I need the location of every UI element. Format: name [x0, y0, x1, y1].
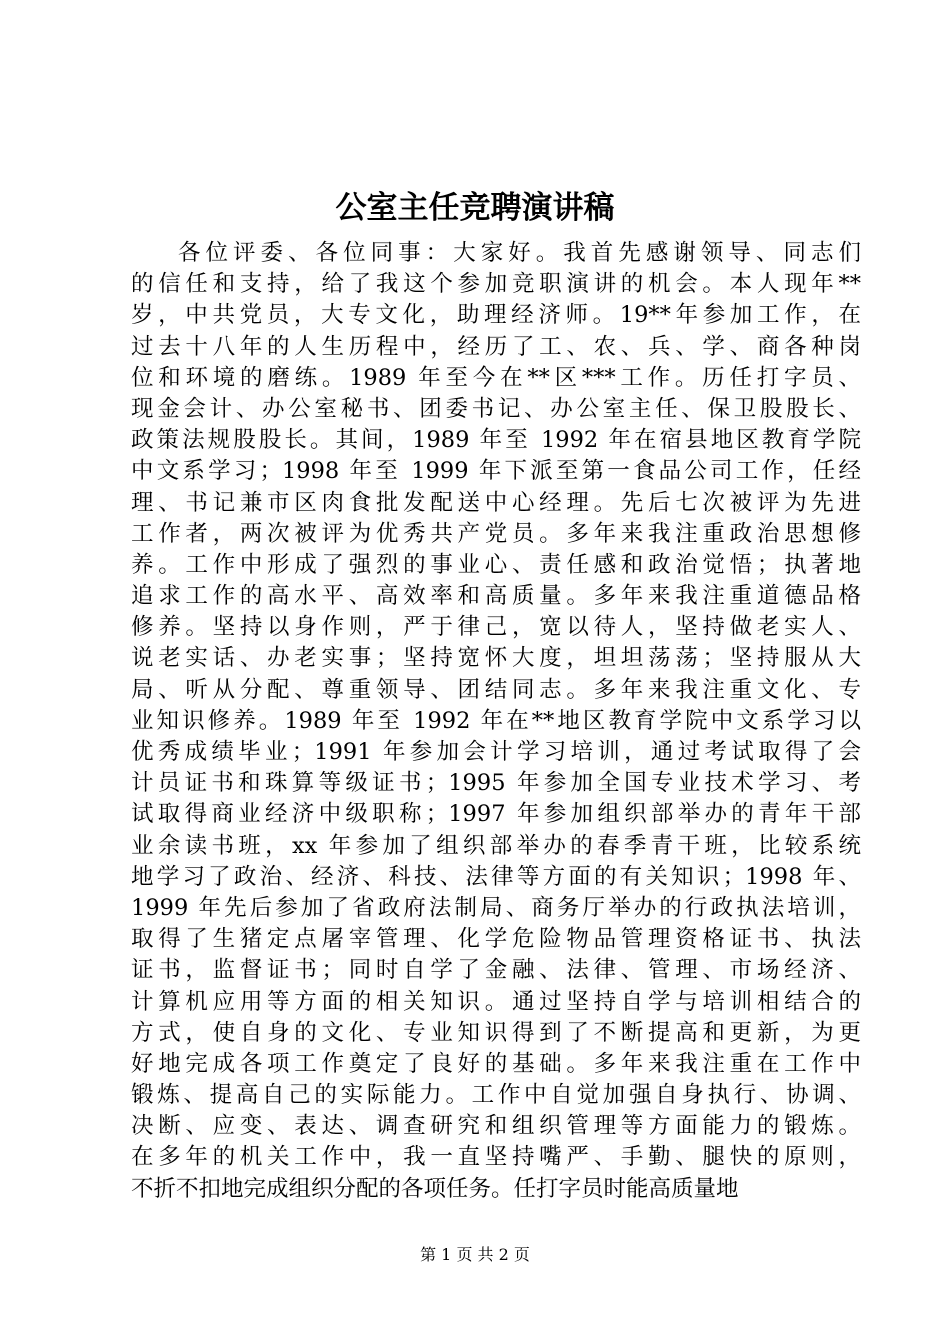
body-line: 业余读书班，xx 年参加了组织部举办的春季青干班，比较系统	[131, 832, 861, 859]
body-line: 工作者，两次被评为优秀共产党员。多年来我注重政治思想修	[131, 520, 861, 547]
body-line: 过去十八年的人生历程中，经历了工、农、兵、学、商各种岗	[131, 333, 861, 360]
body-line: 说老实话、办老实事；坚持宽怀大度，坦坦荡荡；坚持服从大	[131, 645, 861, 672]
document-body	[131, 238, 861, 1205]
body-line: 现金会计、办公室秘书、团委书记、办公室主任、保卫股股长、	[131, 395, 861, 422]
body-line: 计算机应用等方面的相关知识。通过坚持自学与培训相结合的	[131, 988, 861, 1015]
body-line: 证书，监督证书；同时自学了金融、法律、管理、市场经济、	[131, 957, 861, 984]
body-line: 位和环境的磨练。1989 年至今在**区***工作。历任打字员、	[131, 364, 861, 391]
body-line: 好地完成各项工作奠定了良好的基础。多年来我注重在工作中	[131, 1050, 861, 1077]
body-line: 锻炼、提高自己的实际能力。工作中自觉加强自身执行、协调、	[131, 1082, 861, 1109]
body-line: 试取得商业经济中级职称；1997 年参加组织部举办的青年干部	[131, 801, 861, 828]
body-line: 养。工作中形成了强烈的事业心、责任感和政治觉悟；执著地	[131, 551, 861, 578]
body-line: 决断、应变、表达、调查研究和组织管理等方面能力的锻炼。	[131, 1113, 861, 1140]
body-line: 优秀成绩毕业；1991 年参加会计学习培训，通过考试取得了会	[131, 739, 861, 765]
body-line: 计员证书和珠算等级证书；1995 年参加全国专业技术学习、考	[131, 770, 861, 797]
body-line: 政策法规股股长。其间，1989 年至 1992 年在宿县地区教育学院	[131, 427, 861, 454]
page-footer: 第 1 页 共 2 页	[420, 1245, 530, 1264]
body-line: 不折不扣地完成组织分配的各项任务。任打字员时能高质量地	[131, 1175, 739, 1202]
body-line: 在多年的机关工作中，我一直坚持嘴严、手勤、腿快的原则，	[131, 1144, 861, 1171]
body-line: 各位评委、各位同事：大家好。我首先感谢领导、同志们	[178, 240, 861, 266]
body-line: 取得了生猪定点屠宰管理、化学危险物品管理资格证书、执法	[131, 926, 861, 953]
body-line: 理、书记兼市区肉食批发配送中心经理。先后七次被评为先进	[131, 489, 861, 516]
body-line: 修养。坚持以身作则，严于律己，宽以待人，坚持做老实人、	[131, 614, 861, 641]
document-title: 公室主任竞聘演讲稿	[335, 190, 615, 226]
body-line: 岁，中共党员，大专文化，助理经济师。19**年参加工作，在	[131, 302, 861, 329]
body-line: 局、听从分配、尊重领导、团结同志。多年来我注重文化、专	[131, 676, 861, 703]
body-line: 追求工作的高水平、高效率和高质量。多年来我注重道德品格	[131, 583, 861, 610]
body-line: 的信任和支持，给了我这个参加竞职演讲的机会。本人现年**	[131, 271, 861, 298]
body-line: 地学习了政治、经济、科技、法律等方面的有关知识；1998 年、	[131, 863, 861, 890]
body-line: 业知识修养。1989 年至 1992 年在**地区教育学院中文系学习以	[131, 707, 861, 734]
body-line: 1999 年先后参加了省政府法制局、商务厅举办的行政执法培训，	[131, 894, 861, 921]
body-line: 中文系学习；1998 年至 1999 年下派至第一食品公司工作，任经	[131, 458, 861, 485]
body-line: 方式，使自身的文化、专业知识得到了不断提高和更新，为更	[131, 1019, 861, 1046]
